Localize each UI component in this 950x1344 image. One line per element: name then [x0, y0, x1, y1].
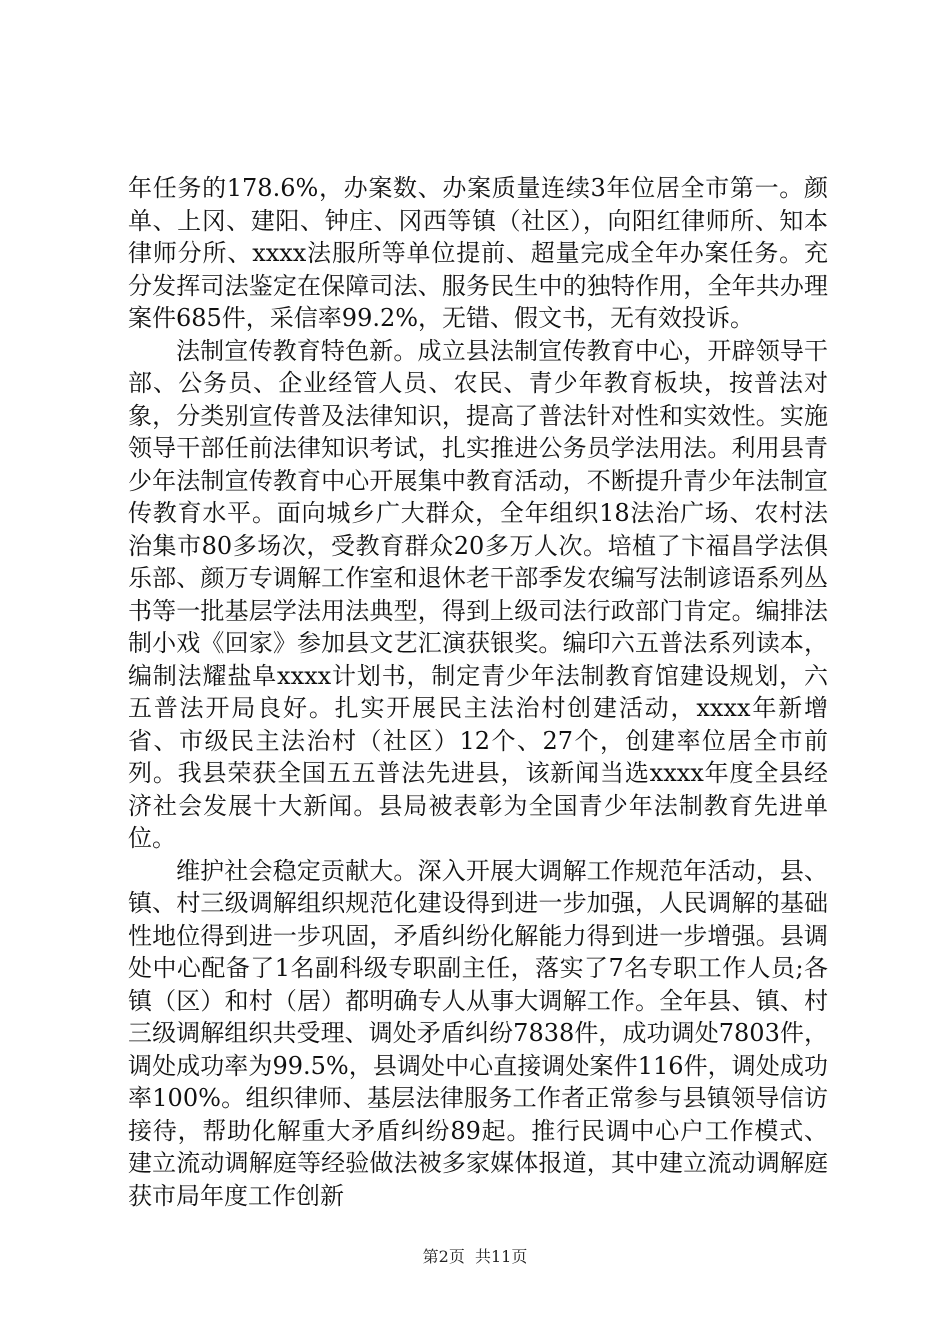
page-number-footer: 第2页 共11页 — [422, 1247, 528, 1266]
document-body — [128, 172, 828, 1212]
paragraph-legal-education: 法制宣传教育特色新。成立县法制宣传教育中心，开辟领导干部、公务员、企业经管人员、农民、青少年教育板块，按普法对象，分类别宣传普及法律知识，提高了普法针对性和实效性。实施领导干部任前法律知识考试，扎实推进公务员学法用法。利用县青少年法制宣传教育中心开展集中教育活动，不断提升青少年法制宣传教育水平。面向城乡广大群众，全年组织18法治广场、农村法治集市80多场次，受教育群众20多万人次。培植了卞福昌学法俱乐部、颜万专调解工作室和退休老干部季发农编写法制谚语系列丛书等一批基层学法用法典型，得到上级司法行政部门肯定。编排法制小戏《回家》参加县文艺汇演获银奖。编印六五普法系列读本，编制法耀盐阜xxxx计划书，制定青少年法制教育馆建设规划，六五普法开局良好。扎实开展民主法治村创建活动，xxxx年新增省、市级民主法治村（社区）12个、27个，创建率位居全市前列。我县荣获全国五五普法先进县，该新闻当选xxxx年度全县经济社会发展十大新闻。县局被表彰为全国青少年法制教育先进单位。 — [128, 336, 828, 852]
paragraph-social-stability: 维护社会稳定贡献大。深入开展大调解工作规范年活动，县、镇、村三级调解组织规范化建设得到进一步加强，人民调解的基础性地位得到进一步巩固，矛盾纠纷化解能力得到进一步增强。县调处中心配备了1名副科级专职副主任，落实了7名专职工作人员;各镇（区）和村（居）都明确专人从事大调解工作。全年县、镇、村三级调解组织共受理、调处矛盾纠纷7838件，成功调处7803件，调处成功率为99.5%，县调处中心直接调处案件116件，调处成功率100%。组织律师、基层法律服务工作者正常参与县镇领导信访接待，帮助化解重大矛盾纠纷89起。推行民调中心户工作模式、建立流动调解庭等经验做法被多家媒体报道，其中建立流动调解庭获市局年度工作创新 — [128, 856, 828, 1210]
paragraph-case-handling: 年任务的178.6%，办案数、办案质量连续3年位居全市第一。颜单、上冈、建阳、钟庄、冈西等镇（社区），向阳红律师所、知本律师分所、xxxx法服所等单位提前、超量完成全年办案任务。充分发挥司法鉴定在保障司法、服务民生中的独特作用，全年共办理案件685件，采信率99.2%，无错、假文书，无有效投诉。 — [128, 174, 828, 332]
